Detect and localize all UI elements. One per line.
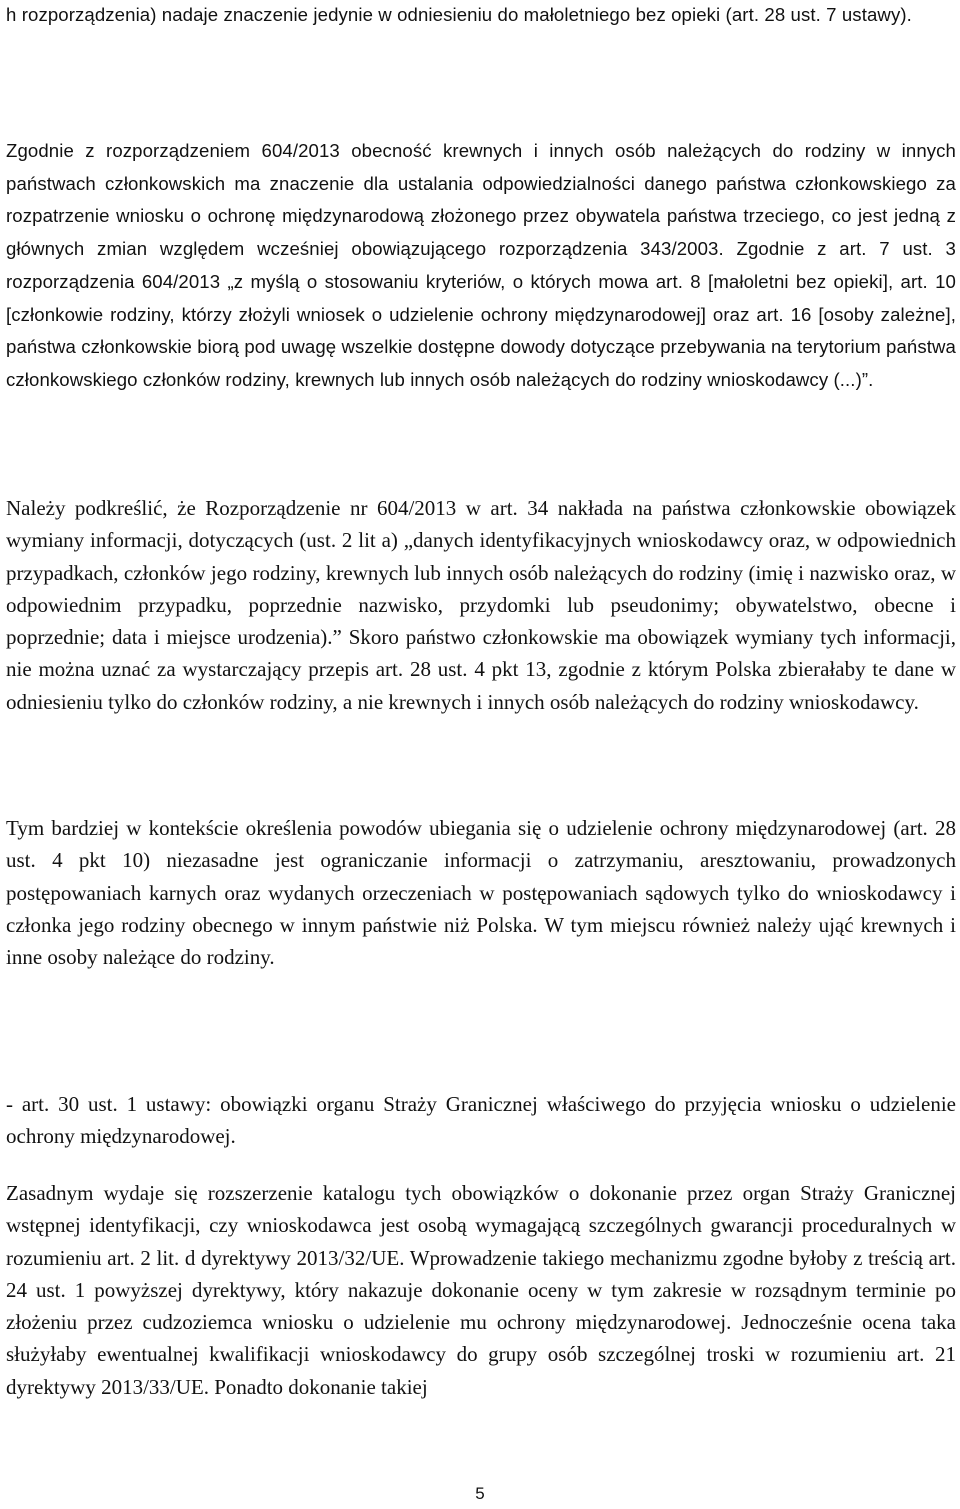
page-number: 5 <box>475 1484 485 1503</box>
paragraph-information-exchange: Należy podkreślić, że Rozporządzenie nr 604/2013 w art. 34 nakłada na państwa członkowskie obowiązek wymiany informacji, dotyczących (ust. 2 lit a) „danych identyfikacyjnych wnioskodawcy oraz, w odpowiednich przypadkach, członków jego rodziny, krewnych lub innych osób należących do rodziny (imię i nazwisko oraz, w odpowiednim przypadku, poprzednie nazwisko, przydomki lub pseudonimy; obywatelstwo, obecne i poprzednie; data i miejsce urodzenia).” Skoro państwo członkowskie ma obowiązek wymiany tych informacji, nie można uznać za wystarczający przepis art. 28 ust. 4 pkt 13, zgodnie z którym Polska zbierałaby te dane w odniesieniu tylko do członków rodziny, a nie krewnych i innych osób należących do rodziny wnioskodawcy. <box>6 496 956 714</box>
paragraph-article-30: - art. 30 ust. 1 ustawy: obowiązki organu Straży Granicznej właściwego do przyjęcia wniosku o udzielenie ochrony międzynarodowej. <box>6 1092 956 1149</box>
paragraph-continuation: h rozporządzenia) nadaje znaczenie jedynie w odniesieniu do małoletniego bez opieki (art. 28 ust. 7 ustawy). <box>6 4 912 25</box>
paragraph-family-presence: Zgodnie z rozporządzeniem 604/2013 obecność krewnych i innych osób należących do rodziny w innych państwach członkowskich ma znaczenie dla ustalania odpowiedzialności danego państwa członkowskiego za rozpatrzenie wniosku o ochronę międzynarodową złożonego przez obywatela państwa trzeciego, co jest jedną z głównych zmian względem wcześniej obowiązującego rozporządzenia 343/2003. Zgodnie z art. 7 ust. 3 rozporządzenia 604/2013 „z myślą o stosowaniu kryteriów, o których mowa art. 8 [małoletni bez opieki], art. 10 [członkowie rodziny, którzy złożyli wniosek o udzielenie ochrony międzynarodowej] oraz art. 16 [osoby zależne], państwa członkowskie biorą pod uwagę wszelkie dostępne dowody dotyczące przebywania na terytorium państwa członkowskiego członków rodziny, krewnych lub innych osób należących do rodziny wnioskodawcy (...)”. <box>6 140 957 390</box>
paragraph-border-guard-duties: Zasadnym wydaje się rozszerzenie katalogu tych obowiązków o dokonanie przez organ Straży Granicznej wstępnej identyfikacji, czy wnioskodawca jest osobą wymagającą szczególnych gwarancji proceduralnych w rozumieniu art. 2 lit. d dyrektywy 2013/32/UE. Wprowadzenie takiego mechanizmu zgodne byłoby z treścią art. 24 ust. 1 powyższej dyrektywy, który nakazuje dokonanie oceny w tym zakresie w rozsądnym terminie po złożeniu przez cudzoziemca wniosku o udzielenie mu ochrony międzynarodowej. Jednocześnie ocena taka służyłaby ewentualnej kwalifikacji wnioskodawcy do grupy osób szczególnej troski w rozumieniu art. 21 dyrektywy 2013/33/UE. Ponadto dokonanie takiej <box>6 1181 956 1399</box>
paragraph-reasons-for-application: Tym bardziej w kontekście określenia powodów ubiegania się o udzielenie ochrony międzynarodowej (art. 28 ust. 4 pkt 10) niezasadne jest ograniczanie informacji o zatrzymaniu, aresztowaniu, prowadzonych postępowaniach karnych oraz wydanych orzeczeniach w postępowaniach sądowych tylko do wnioskodawcy i członka jego rodziny obecnego w innym państwie niż Polska. W tym miejscu również należy ująć krewnych i inne osoby należące do rodziny. <box>6 816 956 970</box>
